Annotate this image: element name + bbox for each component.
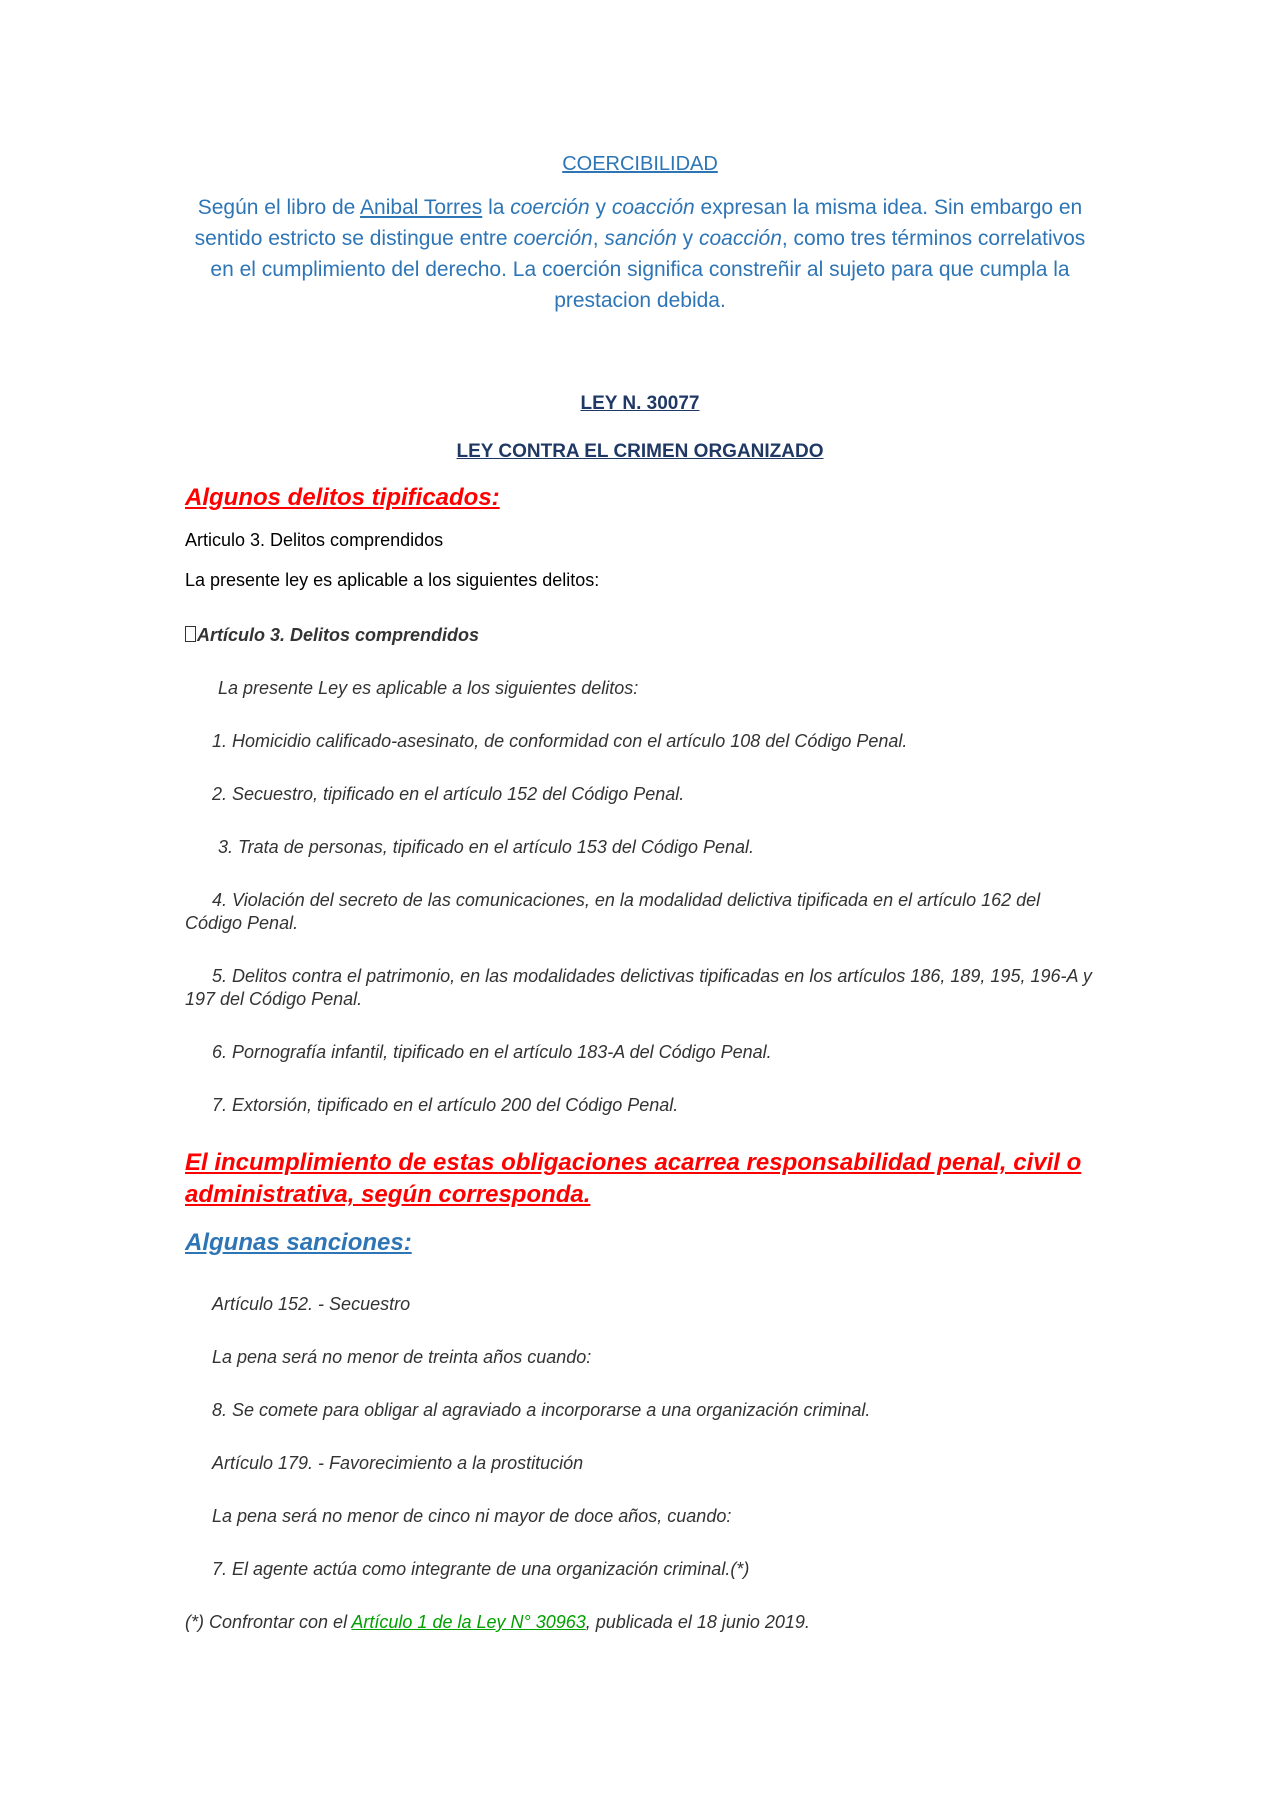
intro-text: la — [482, 196, 511, 219]
term-coaccion: coacción — [698, 227, 782, 250]
list-item-3: 3. Trata de personas, tipificado en el artículo 153 del Código Penal. — [218, 837, 755, 857]
list-item-2: 2. Secuestro, tipificado en el artículo 152 del Código Penal. — [212, 784, 685, 804]
footnote — [185, 1611, 1095, 1634]
intro-text: , — [592, 227, 605, 250]
sanction-line: 8. Se comete para obligar al agraviado a incorporarse a una organización criminal. — [212, 1400, 871, 1420]
sanction-line: Artículo 179. - Favorecimiento a la prostitución — [212, 1453, 584, 1473]
list-item-1: 1. Homicidio calificado-asesinato, de conformidad con el artículo 108 del Código Penal. — [212, 731, 908, 751]
intro-text: y — [589, 196, 612, 219]
missing-glyph-icon — [185, 626, 196, 642]
article-3-bold-text: Artículo 3. Delitos comprendidos — [197, 625, 480, 645]
term-coercion: coerción — [510, 196, 590, 219]
footnote-suffix: , publicada el 18 junio 2019. — [585, 1612, 810, 1632]
list-item-7: 7. Extorsión, tipificado en el artículo 200 del Código Penal. — [212, 1095, 679, 1115]
document-content — [185, 150, 1095, 1634]
list-item-4: 4. Violación del secreto de las comunicaciones, en la modalidad delictiva tipificada en el artículo 162 del Código Penal. — [185, 890, 1041, 933]
term-sancion: sanción — [604, 227, 677, 250]
author-link[interactable]: Anibal Torres — [360, 196, 483, 219]
applies-plain: La presente ley es aplicable a los siguientes delitos: — [185, 570, 600, 590]
term-coercion: coerción — [513, 227, 593, 250]
intro-text: Según el libro de — [197, 196, 361, 219]
document-title: COERCIBILIDAD — [562, 153, 718, 175]
law-number-heading: LEY N. 30077 — [580, 393, 700, 414]
intro-text: y — [676, 227, 699, 250]
article-3-bold — [185, 624, 1095, 647]
list-item-5: 5. Delitos contra el patrimonio, en las modalidades delictivas tipificadas en los artículos 186, 189, 195, 196-A y 197 del Código Penal. — [185, 966, 1092, 1009]
sanction-line: Artículo 152. - Secuestro — [212, 1294, 411, 1314]
law-name-heading: LEY CONTRA EL CRIMEN ORGANIZADO — [456, 441, 824, 462]
list-item-6: 6. Pornografía infantil, tipificado en el artículo 183-A del Código Penal. — [212, 1042, 772, 1062]
intro-text: expresan la misma idea. Sin embargo en sentido estricto se distingue entre — [194, 196, 1083, 250]
applies-italic: La presente Ley es aplicable a los siguientes delitos: — [218, 678, 639, 698]
intro-paragraph — [185, 192, 1095, 316]
sanction-line: La pena será no menor de treinta años cuando: — [212, 1347, 592, 1367]
intro-text: , como tres términos correlativos en el cumplimiento del derecho. La coerción significa constreñir al sujeto para que cumpla la prestacion debida. — [210, 227, 1086, 312]
term-coaccion: coacción — [611, 196, 695, 219]
footnote-prefix: (*) Confrontar con el — [185, 1612, 352, 1632]
section-heading-delitos: Algunos delitos tipificados: — [185, 484, 500, 511]
warning-statement: El incumplimiento de estas obligaciones acarrea responsabilidad penal, civil o administrativa, según corresponda. — [185, 1149, 1082, 1208]
sanction-line: 7. El agente actúa como integrante de una organización criminal.(*) — [212, 1559, 750, 1579]
section-heading-sanciones: Algunas sanciones: — [185, 1229, 412, 1256]
law-30963-link[interactable]: Artículo 1 de la Ley N° 30963 — [351, 1612, 586, 1632]
article-3-plain: Articulo 3. Delitos comprendidos — [185, 530, 444, 550]
sanction-line: La pena será no menor de cinco ni mayor de doce años, cuando: — [212, 1506, 732, 1526]
